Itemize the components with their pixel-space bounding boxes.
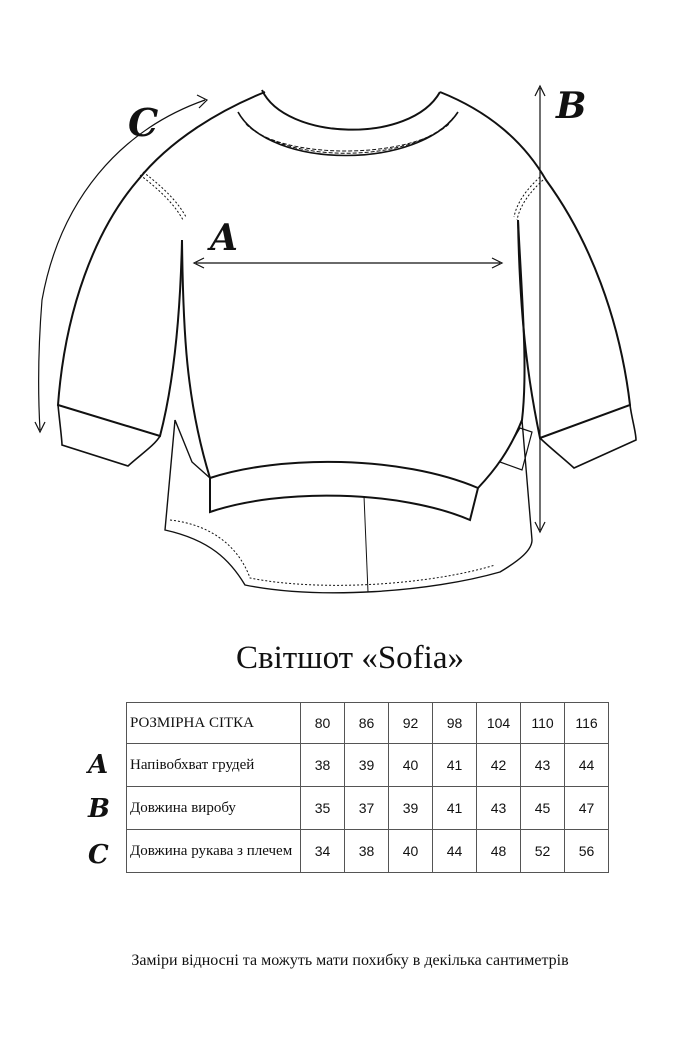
size-header-cell: 86 xyxy=(345,703,389,744)
table-cell: 43 xyxy=(477,787,521,830)
row-label-chest: Напівобхват грудей xyxy=(127,744,301,787)
table-cell: 44 xyxy=(565,744,609,787)
row-label-sleeve: Довжина рукава з плечем xyxy=(127,830,301,873)
table-cell: 40 xyxy=(389,830,433,873)
table-cell: 38 xyxy=(301,744,345,787)
left-sleeve xyxy=(58,92,265,436)
back-hem xyxy=(165,420,532,593)
product-title: Світшот «Sofia» xyxy=(236,640,464,676)
table-cell: 48 xyxy=(477,830,521,873)
table-cell: 42 xyxy=(477,744,521,787)
size-header-cell: 92 xyxy=(389,703,433,744)
size-header-cell: 116 xyxy=(565,703,609,744)
measure-a-arrow xyxy=(194,258,502,268)
size-header-cell: 104 xyxy=(477,703,521,744)
size-header-cell: 80 xyxy=(301,703,345,744)
row-label-length: Довжина виробу xyxy=(127,787,301,830)
left-cuff xyxy=(58,405,160,466)
size-header-cell: 98 xyxy=(433,703,477,744)
size-header-cell: 110 xyxy=(521,703,565,744)
table-cell: 44 xyxy=(433,830,477,873)
table-cell: 41 xyxy=(433,744,477,787)
table-cell: 39 xyxy=(345,744,389,787)
neckline xyxy=(262,90,440,130)
table-cell: 41 xyxy=(433,787,477,830)
waistband xyxy=(210,462,478,520)
table-cell: 37 xyxy=(345,787,389,830)
body-left-side xyxy=(182,240,210,478)
label-b: B xyxy=(556,85,587,127)
size-chart-table xyxy=(126,702,609,873)
label-c: C xyxy=(128,100,159,145)
table-cell: 52 xyxy=(521,830,565,873)
row-mark-b: B xyxy=(88,794,110,824)
right-sleeve xyxy=(440,92,630,438)
row-mark-a: A xyxy=(88,750,109,780)
table-row xyxy=(127,830,609,873)
table-cell: 35 xyxy=(301,787,345,830)
size-chart-header-label: РОЗМІРНА СІТКА xyxy=(127,703,301,744)
table-cell: 40 xyxy=(389,744,433,787)
table-cell: 39 xyxy=(389,787,433,830)
table-cell: 38 xyxy=(345,830,389,873)
size-chart-header-row xyxy=(127,703,609,744)
label-a: A xyxy=(210,217,238,259)
table-cell: 56 xyxy=(565,830,609,873)
measurement-disclaimer: Заміри відносні та можуть мати похибку в декілька сантиметрів xyxy=(131,952,569,969)
table-cell: 47 xyxy=(565,787,609,830)
table-cell: 43 xyxy=(521,744,565,787)
table-cell: 45 xyxy=(521,787,565,830)
table-row xyxy=(127,787,609,830)
right-cuff xyxy=(540,405,636,468)
body-right-side xyxy=(478,220,525,488)
measure-b-arrow xyxy=(535,86,545,532)
table-cell: 34 xyxy=(301,830,345,873)
table-row xyxy=(127,744,609,787)
row-mark-c: C xyxy=(88,840,109,870)
